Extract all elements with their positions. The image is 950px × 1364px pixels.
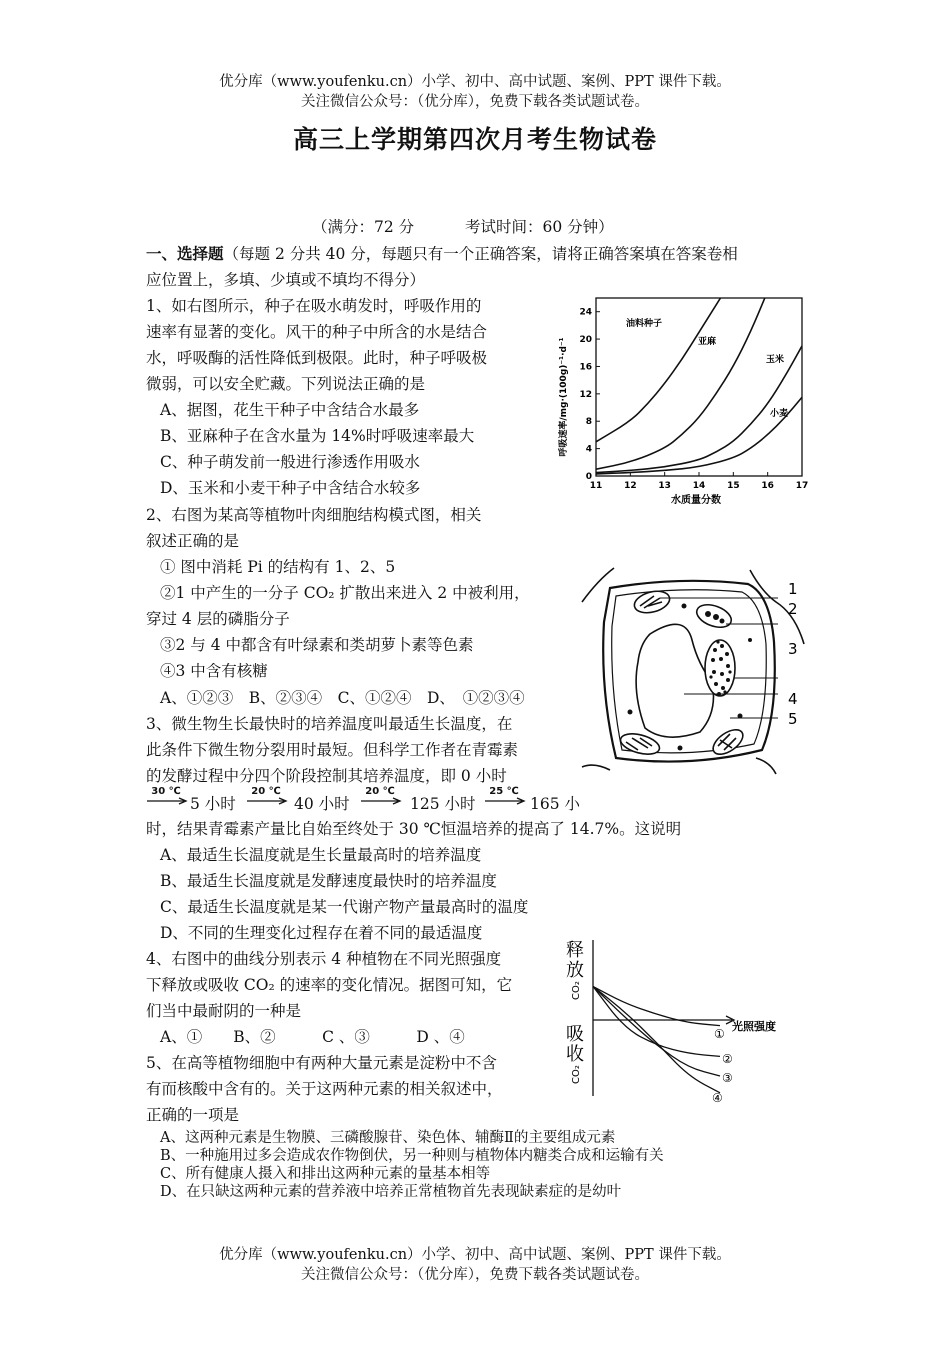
- footer-line-1: 优分库（www.youfenku.cn）小学、初中、高中试题、案例、PPT 课件下载。: [219, 1247, 731, 1263]
- q3-line: 的发酵过程中分四个阶段控制其培养温度，即 0 小时: [146, 767, 507, 785]
- header-line-1: 优分库（www.youfenku.cn）小学、初中、高中试题、案例、PPT 课件下载。: [219, 74, 731, 90]
- cell-label-2: 2: [788, 600, 798, 618]
- vacuole: [636, 624, 713, 737]
- q5-line: 正确的一项是: [146, 1106, 240, 1124]
- temperature-sequence: [146, 786, 586, 812]
- y-tick-label: 12: [579, 389, 592, 400]
- x-tick-label: 14: [692, 481, 706, 491]
- exam-time: 考试时间：60 分钟）: [465, 218, 614, 236]
- q2-item-3: ③2 与 4 中都含有叶绿素和类胡萝卜素等色素: [160, 636, 474, 654]
- series-label-wheat: 小麦: [770, 409, 789, 419]
- q5-option-a: A、这两种元素是生物膜、三磷酸腺苷、染色体、辅酶Ⅱ的主要组成元素: [160, 1130, 616, 1146]
- q5-line: 5、在高等植物细胞中有两种大量元素是淀粉中不含: [146, 1054, 497, 1072]
- q3-option-a: A、最适生长温度就是生长量最高时的培养温度: [160, 846, 482, 864]
- q1-line: 微弱，可以安全贮藏。下列说法正确的是: [146, 375, 426, 393]
- cell-label-4: 4: [788, 690, 798, 708]
- series-label-flax: 亚麻: [698, 337, 717, 347]
- chloroplast: [632, 588, 672, 617]
- q4-line: 下释放或吸收 CO₂ 的速率的变化情况。据图可知，它: [146, 976, 513, 994]
- q2-line: 2、右图为某高等植物叶肉细胞结构模式图，相关: [146, 506, 482, 524]
- q5-option-d: D、在只缺这两种元素的营养液中培养正常植物首先表现缺素症的是幼叶: [160, 1184, 622, 1200]
- absorb-char-2: 收: [566, 1044, 584, 1065]
- absorb-co2: CO₂: [571, 1065, 582, 1084]
- stage-time: 40 小时: [294, 795, 350, 813]
- section-instructions: （每题 2 分共 40 分，每题只有一个正确答案，请将正确答案填在答案卷相: [223, 245, 738, 263]
- y-tick-label: 16: [579, 362, 592, 373]
- x-tick-label: 15: [727, 481, 740, 491]
- series-line-1: [596, 292, 733, 442]
- q1-option-c: C、种子萌发前一般进行渗透作用吸水: [160, 453, 420, 471]
- q1-line: 1、如右图所示，种子在吸水萌发时，呼吸作用的: [146, 297, 482, 315]
- curve-label-4: ④: [712, 1091, 723, 1104]
- curve-label-1: ①: [714, 1027, 725, 1041]
- exam-score: （满分：72 分: [312, 218, 415, 236]
- q3-option-d: D、不同的生理变化过程存在着不同的最适温度: [160, 924, 483, 942]
- chart-series: [593, 986, 720, 1092]
- stage-temp: 20 ℃: [251, 786, 281, 797]
- q2-item-4: ④3 中含有核糖: [160, 662, 268, 680]
- cell-label-1: 1: [788, 580, 798, 598]
- q2-item-2: ②1 中产生的一分子 CO₂ 扩散出来进入 2 中被利用，: [160, 584, 530, 602]
- q5-option-c: C、所有健康人摄入和排出这两种元素的量基本相等: [160, 1166, 491, 1182]
- q1-line: 速率有显著的变化。风干的种子中所含的水是结合: [146, 323, 488, 341]
- series-line-2: [596, 292, 768, 469]
- q2-item-2-cont: 穿过 4 层的磷脂分子: [146, 610, 290, 628]
- cell-membrane: [612, 590, 767, 753]
- series-label-oil: 油料种子: [626, 319, 663, 329]
- cell-diagram: [580, 562, 820, 777]
- light-co2-chart: [560, 936, 810, 1104]
- cell-label-5: 5: [788, 710, 798, 728]
- header-line-2: 关注微信公众号：（优分库），免费下载各类试题试卷。: [301, 94, 649, 110]
- stage-time: 5 小时: [190, 795, 236, 813]
- q2-options: A、①②③ B、②③④ C、①②④ D、 ①②③④: [160, 689, 525, 707]
- arrow-icon: [146, 797, 188, 805]
- q4-line: 们当中最耐阴的一种是: [146, 1002, 302, 1020]
- series-label-corn: 玉米: [766, 355, 785, 365]
- q1-option-b: B、亚麻种子在含水量为 14%时呼吸速率最大: [160, 427, 475, 445]
- y-tick-label: 24: [579, 307, 592, 318]
- q1-option-d: D、玉米和小麦干种子中含结合水较多: [160, 479, 421, 497]
- release-char-1: 释: [566, 940, 584, 961]
- stage-temp: 25 ℃: [489, 786, 519, 797]
- y-tick-label: 0: [585, 472, 592, 482]
- arrow-icon: [484, 797, 526, 805]
- footer-line-2: 关注微信公众号：（优分库），免费下载各类试题试卷。: [301, 1267, 649, 1283]
- x-tick-label: 12: [624, 481, 637, 491]
- y-tick-label: 4: [585, 444, 592, 455]
- q5-line: 有而核酸中含有的。关于这两种元素的相关叙述中，: [146, 1080, 503, 1098]
- section-title: 一、选择题: [146, 244, 224, 263]
- arrow-icon: [360, 797, 402, 805]
- q4-line: 4、右图中的曲线分别表示 4 种植物在不同光照强度: [146, 950, 502, 968]
- q3-line: 3、微生物生长最快时的培养温度叫最适生长温度，在: [146, 715, 513, 733]
- curve-line-4: [593, 986, 720, 1092]
- y-tick-label: 8: [585, 417, 592, 428]
- q3-option-b: B、最适生长温度就是发酵速度最快时的培养温度: [160, 872, 497, 890]
- chart-ticks: [579, 308, 808, 491]
- stage-time: 125 小时: [410, 795, 476, 813]
- stage-time: 165 小: [530, 795, 581, 813]
- y-axis-label: 呼吸速率/mg·(100g)⁻¹·d⁻¹: [559, 337, 569, 457]
- arrow-icon: [246, 797, 288, 805]
- release-co2: CO₂: [571, 981, 582, 1000]
- page-title: 高三上学期第四次月考生物试卷: [292, 125, 657, 154]
- x-axis-label: 水质量分数: [671, 495, 721, 506]
- x-tick-label: 17: [795, 481, 809, 491]
- nucleus: [705, 640, 735, 696]
- x-tick-label: 16: [761, 481, 774, 491]
- respiration-chart: [548, 292, 818, 508]
- q3-option-c: C、最适生长温度就是某一代谢产物产量最高时的温度: [160, 898, 529, 916]
- q3-line-after: 时，结果青霉素产量比自始至终处于 30 ℃恒温培养的提高了 14.7%。这说明: [146, 820, 682, 838]
- q1-line: 水，呼吸酶的活性降低到极限。此时，种子呼吸极: [146, 349, 488, 367]
- absorb-char-1: 吸: [566, 1024, 584, 1045]
- x-axis-label: 光照强度: [732, 1020, 776, 1033]
- neighbor-cell-wall: [582, 765, 610, 770]
- release-char-2: 放: [566, 960, 584, 981]
- cell-label-3: 3: [788, 640, 798, 658]
- q2-item-1: ① 图中消耗 Pi 的结构有 1、2、5: [160, 558, 396, 576]
- stage-temp: 30 ℃: [151, 786, 181, 797]
- section-heading: [146, 242, 738, 264]
- curve-label-2: ②: [722, 1052, 733, 1066]
- y-tick-label: 20: [579, 335, 592, 346]
- q5-option-b: B、一种施用过多会造成农作物倒伏，另一种则与植物体内糖类合成和运输有关: [160, 1148, 664, 1164]
- curve-label-3: ③: [722, 1071, 733, 1085]
- x-tick-label: 11: [589, 481, 603, 491]
- q4-options: A、① B、② C 、③ D 、④: [160, 1028, 465, 1046]
- neighbor-cell-wall: [756, 758, 776, 774]
- q3-line: 此条件下微生物分裂用时最短。但科学工作者在青霉素: [146, 741, 519, 759]
- chloroplast: [694, 600, 735, 631]
- q2-line: 叙述正确的是: [146, 532, 240, 550]
- curve-line-3: [593, 986, 720, 1076]
- x-tick-label: 13: [658, 481, 671, 491]
- section-instructions-2: 应位置上，多填、少填或不填均不得分）: [146, 271, 426, 289]
- q1-option-a: A、据图，花生干种子中含结合水最多: [160, 401, 420, 419]
- stage-temp: 20 ℃: [365, 786, 395, 797]
